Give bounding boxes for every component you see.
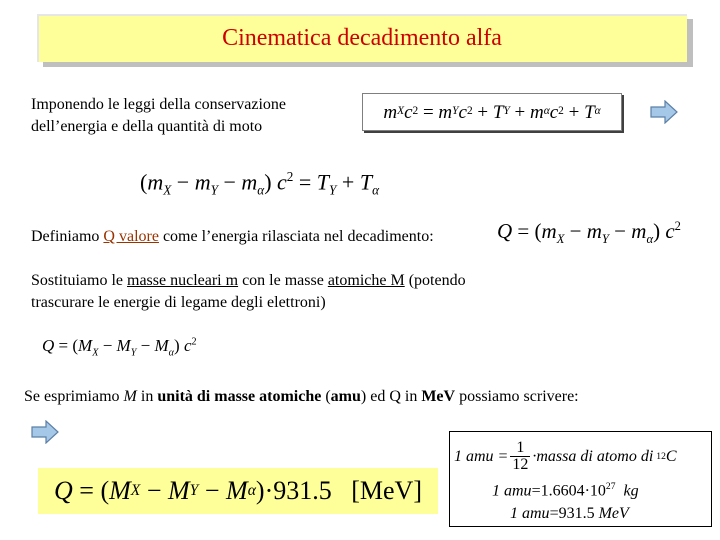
energy-conservation-equation: m X c 2 = m Y c 2 + T Y + m α c 2 + T α bbox=[362, 93, 622, 131]
units-text-a: Se esprimiamo bbox=[24, 388, 124, 405]
units-text-g: ) ed Q in bbox=[360, 388, 422, 405]
amu-l1-left: 1 amu = bbox=[454, 447, 509, 465]
right-arrow-icon[interactable] bbox=[31, 420, 59, 444]
fraction-numerator: 1 bbox=[516, 439, 525, 456]
amu-line-1 bbox=[454, 440, 677, 473]
amu-l2-value: =1.6604·10 bbox=[531, 482, 606, 500]
substitution-line-1 bbox=[31, 271, 466, 291]
kinetic-energy-equation: $(m_X - m_Y - m_\alpha) c^2 = T_Y + T_\alpha$ bbox=[140, 169, 379, 198]
mev-unit: [MeV] bbox=[351, 476, 422, 505]
carbon-mass-number: 12 bbox=[656, 450, 666, 462]
fraction-one-twelfth bbox=[510, 440, 530, 473]
units-text-e: ( bbox=[321, 388, 331, 405]
units-sentence bbox=[24, 387, 579, 407]
nuclear-masses-term: masse nucleari m bbox=[127, 272, 239, 289]
sub-text-a: Sostituiamo le bbox=[31, 272, 127, 289]
sub-text-c: con le masse bbox=[238, 272, 328, 289]
q-def-text-a: Definiamo bbox=[31, 228, 104, 245]
q-value-equation-atomic: $Q = (M_X - M_Y - M_\alpha)$ $c^2$ bbox=[42, 336, 197, 359]
amu-line-3 bbox=[510, 506, 629, 522]
substitution-line-2: trascurare le energie di legame degli elettroni) bbox=[31, 294, 326, 311]
fraction-denominator: 12 bbox=[512, 456, 529, 473]
amu-l3-unit: MeV bbox=[598, 505, 629, 522]
q-def-text-b: come l’energia rilasciata nel decadimento: bbox=[158, 228, 434, 245]
q-valore-term: Q valore bbox=[103, 228, 159, 245]
page-title: Cinematica decadimento alfa bbox=[222, 24, 502, 51]
mev-factor: ·931.5 bbox=[264, 476, 332, 505]
amu-l3-left: 1 amu bbox=[510, 505, 550, 522]
amu-l2-unit: kg bbox=[623, 482, 639, 500]
next-arrow-icon[interactable] bbox=[650, 100, 678, 124]
amu-abbrev: amu bbox=[330, 388, 361, 405]
amu-term: unità di masse atomiche bbox=[157, 388, 322, 405]
q-value-definition bbox=[31, 227, 434, 247]
amu-l1-rest: ·massa di atomo di bbox=[532, 447, 654, 465]
units-text-c: in bbox=[136, 388, 158, 405]
mev-term: MeV bbox=[421, 388, 456, 405]
units-text-M: M bbox=[123, 388, 137, 405]
intro-line-1: Imponendo le leggi della conservazione bbox=[31, 96, 287, 113]
amu-l3-value: =931.5 bbox=[549, 505, 595, 522]
sub-text-e: (potendo bbox=[404, 272, 466, 289]
units-text-i: possiamo scrivere: bbox=[455, 388, 579, 405]
carbon-symbol: C bbox=[665, 447, 677, 465]
amu-l2-left: 1 amu bbox=[492, 482, 532, 500]
amu-line-2 bbox=[492, 482, 639, 499]
amu-l2-exponent: 27 bbox=[605, 481, 616, 492]
amu-definition-box bbox=[449, 431, 712, 527]
q-value-equation-nuclear: $Q = (m_X - m_Y - m_\alpha)$ $c^2$ bbox=[497, 219, 681, 247]
intro-line-2: dell’energia e della quantità di moto bbox=[31, 118, 263, 135]
q-value-mev-equation: Q = ( M X − M Y − M α ) ·931.5 [MeV] bbox=[38, 468, 438, 514]
atomic-masses-term: atomiche M bbox=[327, 272, 405, 289]
